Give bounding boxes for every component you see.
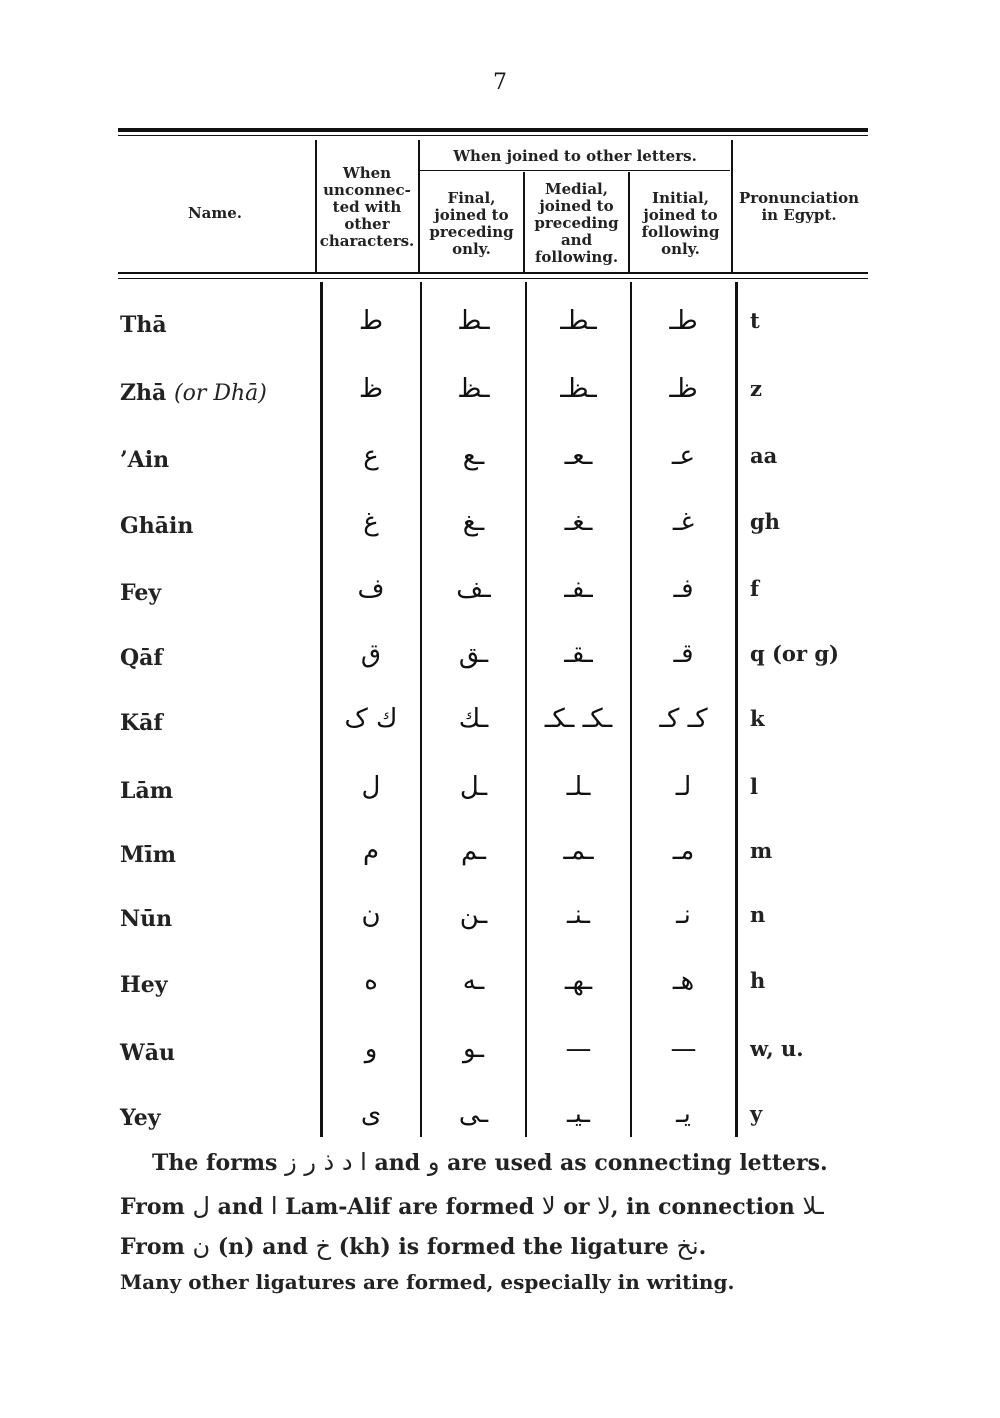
glyph-medial: ـفـ bbox=[564, 574, 593, 604]
glyph-final: ـو bbox=[462, 1034, 485, 1064]
row-letter-name bbox=[120, 312, 310, 338]
row-letter-name bbox=[120, 1105, 310, 1131]
glyph-final: ـك bbox=[458, 704, 489, 734]
pronunciation: w, u. bbox=[750, 1036, 804, 1061]
glyph-medial: ـمـ bbox=[563, 836, 594, 866]
glyph-unconnected: و bbox=[364, 1034, 378, 1064]
row-letter-name bbox=[120, 972, 310, 998]
pronunciation: y bbox=[750, 1101, 763, 1126]
glyph-initial: لـ bbox=[675, 772, 692, 802]
glyph-unconnected: ن bbox=[361, 900, 381, 930]
row-letter-name bbox=[120, 710, 310, 736]
letter-name: ’Ain bbox=[120, 447, 170, 473]
letter-name: Thā bbox=[120, 312, 167, 338]
header-bottom-rule-thin bbox=[118, 278, 868, 279]
glyph-unconnected: ق bbox=[360, 639, 382, 669]
glyph-unconnected: ل bbox=[361, 772, 381, 802]
note-connecting-letters: The forms ا د ذ ر ز and و are used as connecting letters. bbox=[152, 1148, 828, 1176]
pronunciation: f bbox=[750, 576, 760, 601]
glyph-medial: ـلـ bbox=[566, 772, 591, 802]
row-letter-name bbox=[120, 645, 310, 671]
group-header-divider bbox=[420, 170, 730, 171]
glyph-initial: عـ bbox=[671, 441, 696, 471]
glyph-unconnected: ك ک bbox=[344, 704, 398, 734]
glyph-initial: مـ bbox=[672, 836, 695, 866]
glyph-medial: — bbox=[565, 1034, 592, 1064]
row-letter-name bbox=[120, 906, 310, 932]
glyph-unconnected: ى bbox=[360, 1099, 382, 1129]
pronunciation: h bbox=[750, 968, 766, 993]
note-lam-alif: From ل and ا Lam-Alif are formed لا or لا, in connection ـلا bbox=[120, 1192, 824, 1220]
row-letter-name bbox=[120, 447, 310, 473]
glyph-final: ـم bbox=[461, 836, 486, 866]
glyph-medial: ـهـ bbox=[564, 966, 593, 996]
row-letter-name bbox=[120, 778, 310, 804]
glyph-final: ـق bbox=[458, 639, 489, 669]
glyph-final: ـل bbox=[459, 772, 488, 802]
glyph-final: ـع bbox=[462, 441, 485, 471]
body-col-divider bbox=[735, 282, 738, 1137]
header-unconnected: When unconnec- ted with other characters. bbox=[319, 164, 415, 250]
pronunciation: m bbox=[750, 838, 773, 863]
row-letter-name bbox=[120, 513, 310, 539]
glyph-medial: ـعـ bbox=[564, 441, 593, 471]
glyph-initial: نـ bbox=[676, 900, 691, 930]
row-letter-name bbox=[120, 842, 310, 868]
glyph-unconnected: م bbox=[362, 836, 380, 866]
glyph-medial: ـنـ bbox=[566, 900, 591, 930]
page-number: 7 bbox=[493, 70, 507, 95]
header-bottom-rule bbox=[118, 272, 868, 274]
glyph-initial: كـ کـ bbox=[659, 704, 708, 734]
glyph-unconnected: ف bbox=[357, 574, 385, 604]
glyph-medial: ـظـ bbox=[560, 374, 597, 404]
header-joined-group: When joined to other letters. bbox=[453, 147, 697, 165]
glyph-initial: — bbox=[670, 1034, 697, 1064]
header-pronunciation: Pronunciation in Egypt. bbox=[739, 189, 859, 224]
glyph-final: ـن bbox=[459, 900, 488, 930]
letter-name-note: (or Dhā) bbox=[173, 381, 267, 406]
glyph-final: ـه bbox=[462, 966, 485, 996]
letter-name: Lām bbox=[120, 778, 174, 804]
glyph-unconnected: ط bbox=[358, 306, 384, 336]
row-letter-name bbox=[120, 1040, 310, 1066]
glyph-medial: ـيـ bbox=[566, 1099, 591, 1129]
letter-name: Qāf bbox=[120, 645, 163, 671]
header-medial: Medial, joined to preceding and following. bbox=[534, 180, 619, 266]
pronunciation: aa bbox=[750, 443, 778, 468]
letter-name: Fey bbox=[120, 580, 162, 606]
glyph-final: ـف bbox=[456, 574, 491, 604]
pronunciation: k bbox=[750, 706, 765, 731]
letter-name: Wāu bbox=[120, 1040, 175, 1066]
letter-name: Ghāin bbox=[120, 513, 194, 539]
glyph-unconnected: ع bbox=[363, 441, 379, 471]
glyph-initial: ظـ bbox=[669, 374, 698, 404]
note-other-ligatures: Many other ligatures are formed, especially in writing. bbox=[120, 1270, 735, 1294]
glyph-final: ـظ bbox=[457, 374, 490, 404]
glyph-final: ـى bbox=[458, 1099, 489, 1129]
glyph-unconnected: ظ bbox=[358, 374, 384, 404]
row-letter-name bbox=[120, 380, 310, 406]
header-name: Name. bbox=[187, 204, 243, 222]
glyph-initial: غـ bbox=[672, 507, 695, 537]
pronunciation: gh bbox=[750, 509, 780, 534]
glyph-medial: ـقـ bbox=[564, 639, 593, 669]
pronunciation: z bbox=[750, 376, 762, 401]
row-letter-name bbox=[120, 580, 310, 606]
glyph-initial: هـ bbox=[672, 966, 695, 996]
note-nun-kha-ligature: From ن (n) and خ (kh) is formed the ligature نخ. bbox=[120, 1232, 707, 1260]
header-initial: Initial, joined to following only. bbox=[641, 189, 720, 258]
glyph-medial: ـكـ ـکـ bbox=[544, 704, 613, 734]
glyph-final: ـط bbox=[457, 306, 490, 336]
letter-name: Mīm bbox=[120, 842, 176, 868]
table-top-rule bbox=[118, 128, 868, 132]
pronunciation: l bbox=[750, 774, 758, 799]
header-col-divider bbox=[731, 140, 733, 272]
letter-name: Kāf bbox=[120, 710, 163, 736]
pronunciation: t bbox=[750, 308, 760, 333]
glyph-final: ـغ bbox=[462, 507, 485, 537]
letter-name: Yey bbox=[120, 1105, 161, 1131]
letter-name: Hey bbox=[120, 972, 168, 998]
glyph-initial: قـ bbox=[673, 639, 694, 669]
header-final: Final, joined to preceding only. bbox=[429, 189, 514, 258]
pronunciation: q (or g) bbox=[750, 641, 839, 666]
glyph-unconnected: ه bbox=[364, 966, 378, 996]
glyph-initial: يـ bbox=[676, 1099, 691, 1129]
glyph-initial: فـ bbox=[673, 574, 694, 604]
glyph-unconnected: غ bbox=[363, 507, 379, 537]
glyph-initial: طـ bbox=[669, 306, 698, 336]
letter-name: Nūn bbox=[120, 906, 173, 932]
letter-name: Zhā bbox=[120, 380, 167, 406]
glyph-medial: ـغـ bbox=[564, 507, 593, 537]
table-top-rule-thin bbox=[118, 135, 868, 136]
pronunciation: n bbox=[750, 902, 766, 927]
glyph-medial: ـطـ bbox=[560, 306, 597, 336]
